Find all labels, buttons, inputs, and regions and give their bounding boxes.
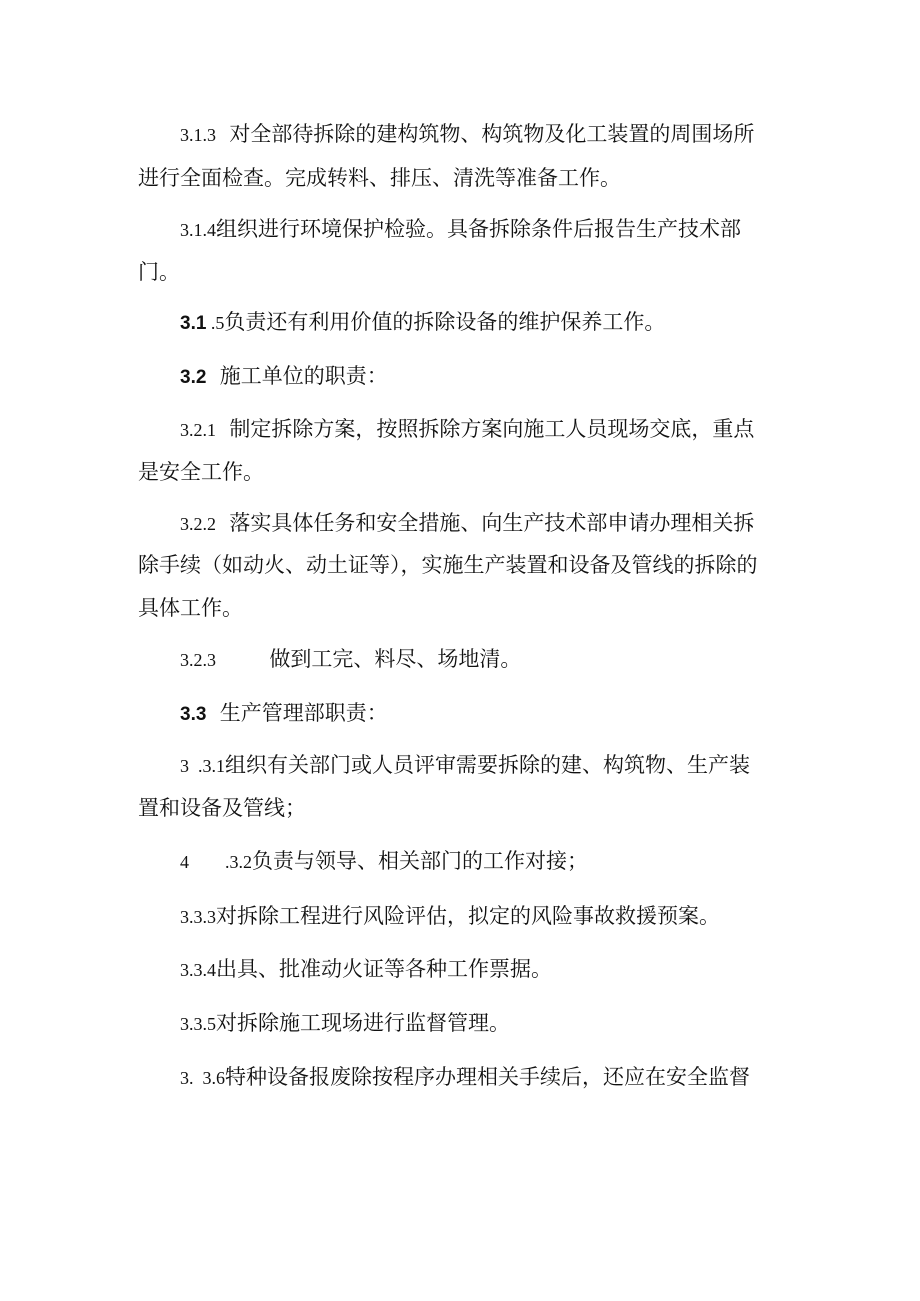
paragraph-3-3-3: 3.3.3对拆除工程进行风险评估，拟定的风险事故救援预案。 (180, 904, 720, 928)
paragraph-3-3-2: 4 .3.2负责与领导、相关部门的工作对接； (180, 849, 588, 873)
paragraph-3-1-4-line-1: 3.1.4组织进行环境保护检验。具备拆除条件后报告生产技术部 (180, 217, 741, 241)
paragraph-3-3-1-line-1: 3 .3.1组织有关部门或人员评审需要拆除的建、构筑物、生产装 (180, 753, 750, 777)
paragraph-3-1-3-line-2: 进行全面检查。完成转料、排压、清洗等准备工作。 (138, 166, 621, 190)
paragraph-3-1-5: 3.1 .5负责还有利用价值的拆除设备的维护保养工作。 (180, 310, 666, 334)
paragraph-3-3-6: 3. 3.6特种设备报废除按程序办理相关手续后，还应在安全监督 (180, 1065, 750, 1089)
section-3-2-heading: 3.2 施工单位的职责： (180, 364, 388, 388)
paragraph-3-2-2-line-3: 具体工作。 (138, 596, 243, 620)
paragraph-3-3-1-line-2: 置和设备及管线； (138, 796, 306, 820)
paragraph-3-2-1-line-2: 是安全工作。 (138, 460, 264, 484)
paragraph-3-2-1-line-1: 3.2.1 制定拆除方案，按照拆除方案向施工人员现场交底，重点 (180, 417, 755, 441)
paragraph-3-3-5: 3.3.5对拆除施工现场进行监督管理。 (180, 1011, 510, 1035)
paragraph-3-1-4-line-2: 门。 (138, 260, 180, 284)
paragraph-3-2-2-line-1: 3.2.2 落实具体任务和安全措施、向生产技术部申请办理相关拆 (180, 511, 755, 535)
paragraph-3-3-4: 3.3.4出具、批准动火证等各种工作票据。 (180, 957, 552, 981)
paragraph-3-1-3-line-1: 3.1.3 对全部待拆除的建构筑物、构筑物及化工装置的周围场所 (180, 122, 755, 146)
paragraph-3-2-2-line-2: 除手续（如动火、动土证等），实施生产装置和设备及管线的拆除的 (138, 553, 758, 577)
paragraph-3-2-3: 3.2.3 做到工完、料尽、场地清。 (180, 647, 522, 671)
section-3-3-heading: 3.3 生产管理部职责： (180, 701, 388, 725)
